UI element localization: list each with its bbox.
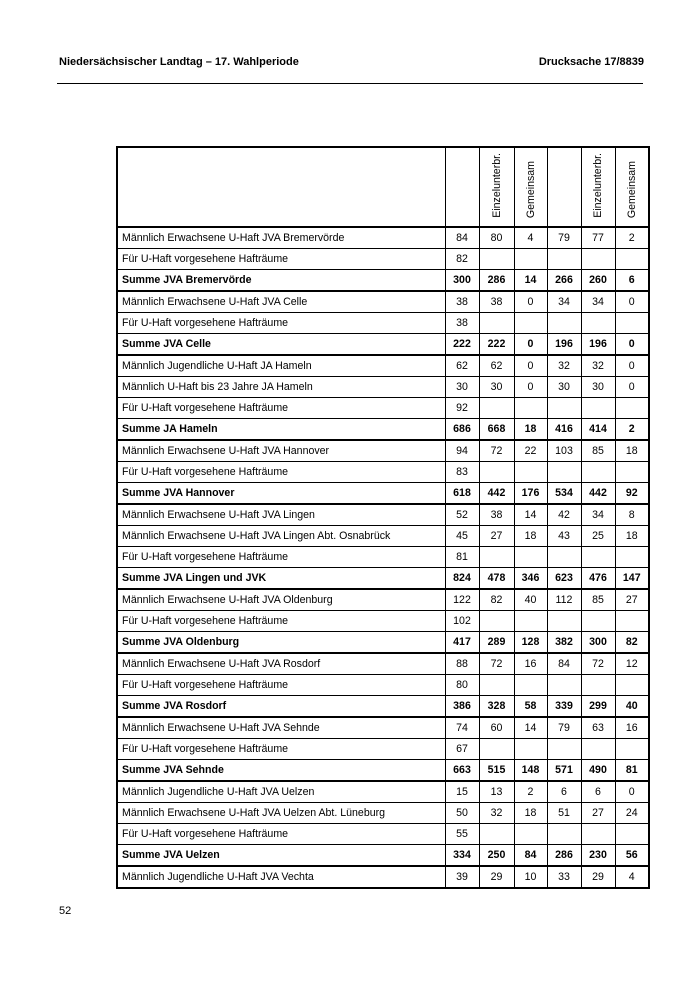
value-cell: 515 [479,760,514,782]
value-cell: 10 [514,866,547,888]
value-cell: 34 [581,504,615,526]
value-cell: 300 [445,270,479,292]
value-cell: 72 [581,653,615,675]
table-row-summary [117,483,649,505]
value-cell: 4 [514,227,547,249]
value-cell [615,739,649,760]
table-row [117,611,649,632]
value-cell: 18 [514,803,547,824]
row-label: Für U-Haft vorgesehene Hafträume [117,313,445,334]
table-row [117,739,649,760]
value-cell [547,611,581,632]
value-cell: 67 [445,739,479,760]
value-cell: 77 [581,227,615,249]
value-cell: 386 [445,696,479,718]
value-cell: 442 [581,483,615,505]
table-row [117,675,649,696]
value-cell: 0 [615,377,649,398]
value-cell [514,611,547,632]
value-cell: 289 [479,632,514,654]
value-cell: 72 [479,653,514,675]
value-cell: 82 [445,249,479,270]
value-cell: 45 [445,526,479,547]
table-row [117,653,649,675]
table-row [117,781,649,803]
value-cell: 476 [581,568,615,590]
value-cell [547,547,581,568]
row-label: Summe JA Hameln [117,419,445,441]
value-cell [514,249,547,270]
table-row-summary [117,568,649,590]
value-cell: 250 [479,845,514,867]
value-cell: 32 [581,355,615,377]
value-cell: 686 [445,419,479,441]
table-row [117,526,649,547]
header-cell-label [117,147,445,227]
row-label: Männlich Erwachsene U-Haft JVA Bremervörde [117,227,445,249]
table-row [117,866,649,888]
value-cell: 38 [445,313,479,334]
row-label: Männlich Erwachsene U-Haft JVA Oldenburg [117,589,445,611]
table-row-summary [117,334,649,356]
row-label: Für U-Haft vorgesehene Hafträume [117,739,445,760]
value-cell: 62 [445,355,479,377]
row-label: Männlich Erwachsene U-Haft JVA Lingen Abt. Osnabrück [117,526,445,547]
row-label: Für U-Haft vorgesehene Hafträume [117,824,445,845]
row-label: Für U-Haft vorgesehene Hafträume [117,462,445,483]
value-cell: 38 [479,504,514,526]
value-cell: 42 [547,504,581,526]
value-cell: 14 [514,504,547,526]
row-label: Summe JVA Bremervörde [117,270,445,292]
value-cell: 339 [547,696,581,718]
value-cell: 80 [445,675,479,696]
row-label: Männlich Erwachsene U-Haft JVA Celle [117,291,445,313]
header-cell-gemeinsam-2: Gemeinsam [615,147,649,227]
value-cell: 84 [514,845,547,867]
value-cell: 260 [581,270,615,292]
value-cell: 417 [445,632,479,654]
value-cell [514,824,547,845]
value-cell [547,675,581,696]
row-label: Männlich Erwachsene U-Haft JVA Sehnde [117,717,445,739]
value-cell: 196 [547,334,581,356]
row-label: Für U-Haft vorgesehene Hafträume [117,398,445,419]
value-cell [479,739,514,760]
value-cell: 2 [514,781,547,803]
table-row-summary [117,845,649,867]
value-cell [581,824,615,845]
value-cell: 8 [615,504,649,526]
value-cell: 30 [547,377,581,398]
value-cell: 79 [547,227,581,249]
table-row-summary [117,270,649,292]
value-cell [479,313,514,334]
value-cell: 328 [479,696,514,718]
value-cell: 490 [581,760,615,782]
value-cell: 0 [514,291,547,313]
value-cell: 43 [547,526,581,547]
row-label: Für U-Haft vorgesehene Hafträume [117,547,445,568]
detention-capacity-table [116,146,650,889]
value-cell [514,739,547,760]
header-cell-gemeinsam-1: Gemeinsam [514,147,547,227]
table-row [117,291,649,313]
row-label: Summe JVA Sehnde [117,760,445,782]
value-cell [615,398,649,419]
value-cell: 84 [547,653,581,675]
row-label: Für U-Haft vorgesehene Hafträume [117,249,445,270]
value-cell: 618 [445,483,479,505]
value-cell: 571 [547,760,581,782]
table-row [117,398,649,419]
value-cell: 92 [445,398,479,419]
value-cell: 81 [445,547,479,568]
value-cell: 30 [479,377,514,398]
value-cell: 34 [581,291,615,313]
row-label: Summe JVA Oldenburg [117,632,445,654]
value-cell: 0 [514,355,547,377]
value-cell: 6 [581,781,615,803]
row-label: Männlich Erwachsene U-Haft JVA Rosdorf [117,653,445,675]
value-cell: 416 [547,419,581,441]
table-header-row [117,147,649,227]
value-cell [547,739,581,760]
table-row [117,313,649,334]
value-cell: 51 [547,803,581,824]
value-cell: 668 [479,419,514,441]
page-number: 52 [59,905,72,917]
value-cell: 30 [445,377,479,398]
table-row [117,462,649,483]
table-row-summary [117,696,649,718]
value-cell [581,675,615,696]
value-cell: 414 [581,419,615,441]
value-cell: 18 [615,526,649,547]
value-cell: 112 [547,589,581,611]
value-cell: 222 [445,334,479,356]
value-cell: 6 [547,781,581,803]
row-label: Männlich U-Haft bis 23 Jahre JA Hameln [117,377,445,398]
value-cell: 33 [547,866,581,888]
value-cell: 56 [615,845,649,867]
value-cell: 334 [445,845,479,867]
value-cell: 94 [445,440,479,462]
value-cell: 62 [479,355,514,377]
value-cell: 39 [445,866,479,888]
value-cell: 0 [615,355,649,377]
value-cell: 60 [479,717,514,739]
value-cell: 300 [581,632,615,654]
row-label: Männlich Erwachsene U-Haft JVA Uelzen Abt. Lüneburg [117,803,445,824]
table-row [117,227,649,249]
value-cell [514,675,547,696]
value-cell: 32 [479,803,514,824]
value-cell: 13 [479,781,514,803]
value-cell [547,249,581,270]
value-cell [479,675,514,696]
value-cell: 196 [581,334,615,356]
value-cell: 148 [514,760,547,782]
table-row [117,589,649,611]
value-cell: 82 [479,589,514,611]
value-cell [514,462,547,483]
value-cell: 40 [514,589,547,611]
row-label: Männlich Erwachsene U-Haft JVA Hannover [117,440,445,462]
header-title: Niedersächsischer Landtag – 17. Wahlperiode [59,56,299,68]
value-cell [581,462,615,483]
value-cell: 12 [615,653,649,675]
value-cell: 22 [514,440,547,462]
table-row [117,377,649,398]
value-cell: 55 [445,824,479,845]
table-body [117,227,649,888]
header-cell-einzel-1: Einzelunterbr. [479,147,514,227]
row-label: Summe JVA Celle [117,334,445,356]
value-cell [615,824,649,845]
value-cell: 85 [581,440,615,462]
value-cell [479,611,514,632]
table-row [117,504,649,526]
value-cell: 176 [514,483,547,505]
value-cell: 2 [615,227,649,249]
value-cell [479,462,514,483]
value-cell: 72 [479,440,514,462]
value-cell [581,249,615,270]
row-label: Summe JVA Uelzen [117,845,445,867]
table-row [117,717,649,739]
value-cell [615,675,649,696]
value-cell: 83 [445,462,479,483]
value-cell: 824 [445,568,479,590]
value-cell [514,547,547,568]
value-cell: 0 [615,781,649,803]
value-cell: 222 [479,334,514,356]
value-cell [479,398,514,419]
table-row [117,824,649,845]
value-cell: 4 [615,866,649,888]
value-cell: 29 [479,866,514,888]
value-cell [479,824,514,845]
value-cell [514,398,547,419]
value-cell: 92 [615,483,649,505]
value-cell [581,611,615,632]
value-cell: 84 [445,227,479,249]
value-cell: 81 [615,760,649,782]
value-cell: 50 [445,803,479,824]
value-cell [479,547,514,568]
value-cell: 79 [547,717,581,739]
row-label: Summe JVA Rosdorf [117,696,445,718]
value-cell: 346 [514,568,547,590]
value-cell: 286 [479,270,514,292]
header-cell-einzel-2: Einzelunterbr. [581,147,615,227]
value-cell: 0 [615,334,649,356]
value-cell: 2 [615,419,649,441]
value-cell: 6 [615,270,649,292]
value-cell: 38 [445,291,479,313]
value-cell: 663 [445,760,479,782]
value-cell: 25 [581,526,615,547]
table-row-summary [117,760,649,782]
document-number: Drucksache 17/8839 [538,56,644,68]
row-label: Summe JVA Hannover [117,483,445,505]
value-cell [615,249,649,270]
value-cell: 32 [547,355,581,377]
value-cell: 80 [479,227,514,249]
value-cell [547,313,581,334]
row-label: Summe JVA Lingen und JVK [117,568,445,590]
value-cell [547,824,581,845]
value-cell: 442 [479,483,514,505]
value-cell: 623 [547,568,581,590]
value-cell: 29 [581,866,615,888]
value-cell: 128 [514,632,547,654]
table-row-summary [117,632,649,654]
value-cell: 16 [514,653,547,675]
table-row [117,547,649,568]
value-cell [581,739,615,760]
value-cell: 27 [479,526,514,547]
table-row [117,355,649,377]
value-cell: 122 [445,589,479,611]
value-cell [581,313,615,334]
table-row [117,803,649,824]
value-cell [615,313,649,334]
value-cell: 18 [514,526,547,547]
value-cell: 0 [514,334,547,356]
value-cell [615,611,649,632]
value-cell: 27 [581,803,615,824]
table-row [117,249,649,270]
value-cell: 82 [615,632,649,654]
value-cell: 0 [514,377,547,398]
value-cell: 103 [547,440,581,462]
value-cell: 85 [581,589,615,611]
value-cell: 34 [547,291,581,313]
value-cell: 52 [445,504,479,526]
value-cell: 74 [445,717,479,739]
value-cell: 40 [615,696,649,718]
value-cell: 24 [615,803,649,824]
value-cell: 27 [615,589,649,611]
value-cell: 14 [514,270,547,292]
value-cell: 30 [581,377,615,398]
value-cell: 38 [479,291,514,313]
header-divider [57,83,643,84]
value-cell [581,547,615,568]
row-label: Für U-Haft vorgesehene Hafträume [117,675,445,696]
value-cell: 230 [581,845,615,867]
row-label: Für U-Haft vorgesehene Hafträume [117,611,445,632]
table-row [117,440,649,462]
value-cell: 58 [514,696,547,718]
value-cell: 266 [547,270,581,292]
value-cell [615,547,649,568]
value-cell: 15 [445,781,479,803]
value-cell [547,462,581,483]
value-cell: 299 [581,696,615,718]
value-cell [615,462,649,483]
value-cell: 147 [615,568,649,590]
value-cell: 382 [547,632,581,654]
row-label: Männlich Jugendliche U-Haft JVA Vechta [117,866,445,888]
value-cell: 18 [615,440,649,462]
value-cell [514,313,547,334]
value-cell: 63 [581,717,615,739]
value-cell: 0 [615,291,649,313]
value-cell [479,249,514,270]
header-cell-total-1 [445,147,479,227]
header-cell-total-2 [547,147,581,227]
row-label: Männlich Jugendliche U-Haft JVA Uelzen [117,781,445,803]
value-cell: 478 [479,568,514,590]
value-cell: 286 [547,845,581,867]
row-label: Männlich Jugendliche U-Haft JA Hameln [117,355,445,377]
value-cell [581,398,615,419]
value-cell: 18 [514,419,547,441]
value-cell: 534 [547,483,581,505]
value-cell [547,398,581,419]
row-label: Männlich Erwachsene U-Haft JVA Lingen [117,504,445,526]
table-row-summary [117,419,649,441]
value-cell: 16 [615,717,649,739]
value-cell: 14 [514,717,547,739]
value-cell: 102 [445,611,479,632]
value-cell: 88 [445,653,479,675]
